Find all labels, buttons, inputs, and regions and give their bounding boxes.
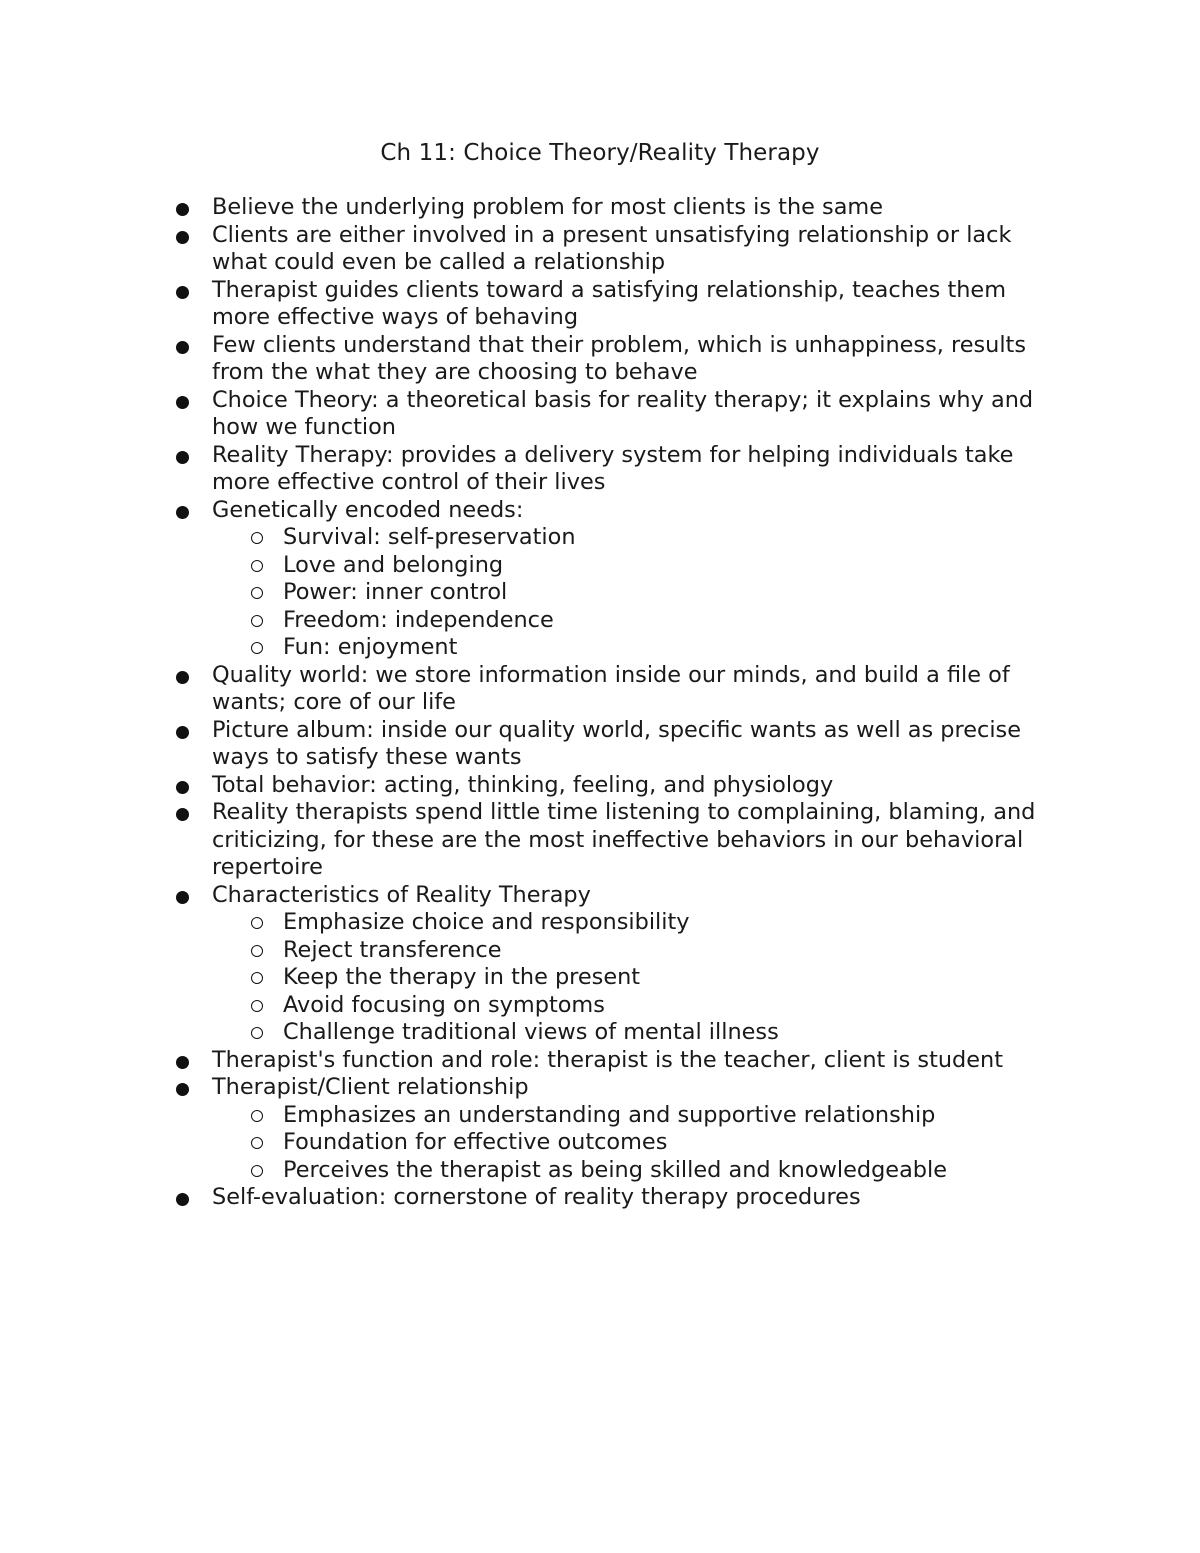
list-item-text: Few clients understand that their problem, which is unhappiness, results from the what they are choosing to behave (212, 331, 1026, 385)
list-item-text: Characteristics of Reality Therapy (212, 881, 591, 908)
list-item (212, 387, 1052, 442)
filled-bullet-icon (176, 1193, 189, 1206)
sub-list-item-text: Keep the therapy in the present (283, 964, 641, 990)
list-item (212, 662, 1052, 717)
filled-bullet-icon (176, 203, 189, 216)
sub-list-item-text: Foundation for effective outcomes (283, 1129, 668, 1155)
list-item (212, 1184, 1052, 1212)
filled-bullet-icon (176, 808, 189, 821)
list-item-text: Therapist/Client relationship (212, 1074, 529, 1100)
sub-list-item (283, 524, 1052, 552)
filled-bullet-icon (176, 506, 189, 519)
hollow-bullet-icon (251, 917, 263, 929)
sub-list (212, 909, 1052, 1047)
list-item-text: Total behavior: acting, thinking, feeling, and physiology (212, 771, 834, 798)
list-item (212, 442, 1052, 497)
list-item (212, 882, 1052, 1047)
list-item (212, 497, 1052, 662)
sub-list-item (283, 1157, 1052, 1185)
filled-bullet-icon (176, 451, 189, 464)
filled-bullet-icon (176, 726, 189, 739)
sub-list-item-text: Emphasizes an understanding and supportive relationship (283, 1101, 936, 1128)
list-item-text: Quality world: we store information inside our minds, and build a file of wants; core of our life (212, 661, 1010, 715)
sub-list-item (283, 607, 1052, 635)
sub-list-item (283, 552, 1052, 580)
hollow-bullet-icon (251, 532, 263, 544)
list-item-text: Therapist guides clients toward a satisfying relationship, teaches them more effective ways of behaving (212, 276, 1007, 330)
list-item-text: Choice Theory: a theoretical basis for reality therapy; it explains why and how we function (212, 386, 1034, 440)
sub-list-item-text: Perceives the therapist as being skilled and knowledgeable (283, 1156, 948, 1183)
filled-bullet-icon (176, 671, 189, 684)
filled-bullet-icon (176, 781, 189, 794)
sub-list-item-text: Power: inner control (283, 579, 508, 605)
hollow-bullet-icon (251, 1165, 263, 1177)
hollow-bullet-icon (251, 642, 263, 654)
sub-list-item (283, 992, 1052, 1020)
list-item (212, 1047, 1052, 1075)
hollow-bullet-icon (251, 1027, 263, 1039)
list-item-text: Reality Therapy: provides a delivery system for helping individuals take more effective control of their lives (212, 441, 1014, 495)
sub-list-item-text: Emphasize choice and responsibility (283, 909, 690, 935)
hollow-bullet-icon (251, 945, 263, 957)
sub-list-item (283, 1102, 1052, 1130)
bullet-list (212, 194, 1052, 1212)
filled-bullet-icon (176, 286, 189, 299)
sub-list-item (283, 634, 1052, 662)
sub-list-item-text: Avoid focusing on symptoms (283, 991, 605, 1018)
sub-list-item (283, 1129, 1052, 1157)
document-title: Ch 11: Choice Theory/Reality Therapy (380, 140, 820, 166)
list-item-text: Picture album: inside our quality world, specific wants as well as precise ways to satisfy these wants (212, 716, 1021, 770)
hollow-bullet-icon (251, 972, 263, 984)
sub-list-item (283, 909, 1052, 937)
list-item (212, 332, 1052, 387)
sub-list-item (283, 579, 1052, 607)
hollow-bullet-icon (251, 560, 263, 572)
sub-list (212, 524, 1052, 662)
hollow-bullet-icon (251, 615, 263, 627)
list-item-text: Reality therapists spend little time listening to complaining, blaming, and criticizing, for these are the most ineffective behaviors in our behavioral repertoire (212, 799, 1036, 880)
list-item (212, 799, 1052, 882)
sub-list (212, 1102, 1052, 1185)
sub-list-item-text: Reject transference (283, 936, 502, 963)
filled-bullet-icon (176, 891, 189, 904)
hollow-bullet-icon (251, 1110, 263, 1122)
filled-bullet-icon (176, 396, 189, 409)
sub-list-item (283, 1019, 1052, 1047)
sub-list-item-text: Survival: self-preservation (283, 524, 576, 550)
filled-bullet-icon (176, 1083, 189, 1096)
list-item (212, 222, 1052, 277)
filled-bullet-icon (176, 231, 189, 244)
list-item-text: Believe the underlying problem for most clients is the same (212, 194, 884, 220)
sub-list-item-text: Freedom: independence (283, 606, 554, 633)
list-item (212, 772, 1052, 800)
list-item-text: Therapist's function and role: therapist is the teacher, client is student (212, 1046, 1004, 1073)
list-item-text: Genetically encoded needs: (212, 496, 524, 523)
sub-list-item-text: Fun: enjoyment (283, 634, 458, 660)
list-item (212, 277, 1052, 332)
sub-list-item (283, 937, 1052, 965)
list-item (212, 194, 1052, 222)
hollow-bullet-icon (251, 1000, 263, 1012)
sub-list-item (283, 964, 1052, 992)
list-item-text: Self-evaluation: cornerstone of reality therapy procedures (212, 1184, 861, 1210)
sub-list-item-text: Challenge traditional views of mental illness (283, 1019, 779, 1045)
filled-bullet-icon (176, 1056, 189, 1069)
list-item (212, 1074, 1052, 1184)
list-item-text: Clients are either involved in a present unsatisfying relationship or lack what could even be called a relationship (212, 221, 1012, 275)
list-item (212, 717, 1052, 772)
filled-bullet-icon (176, 341, 189, 354)
sub-list-item-text: Love and belonging (283, 551, 504, 578)
hollow-bullet-icon (251, 1137, 263, 1149)
hollow-bullet-icon (251, 587, 263, 599)
